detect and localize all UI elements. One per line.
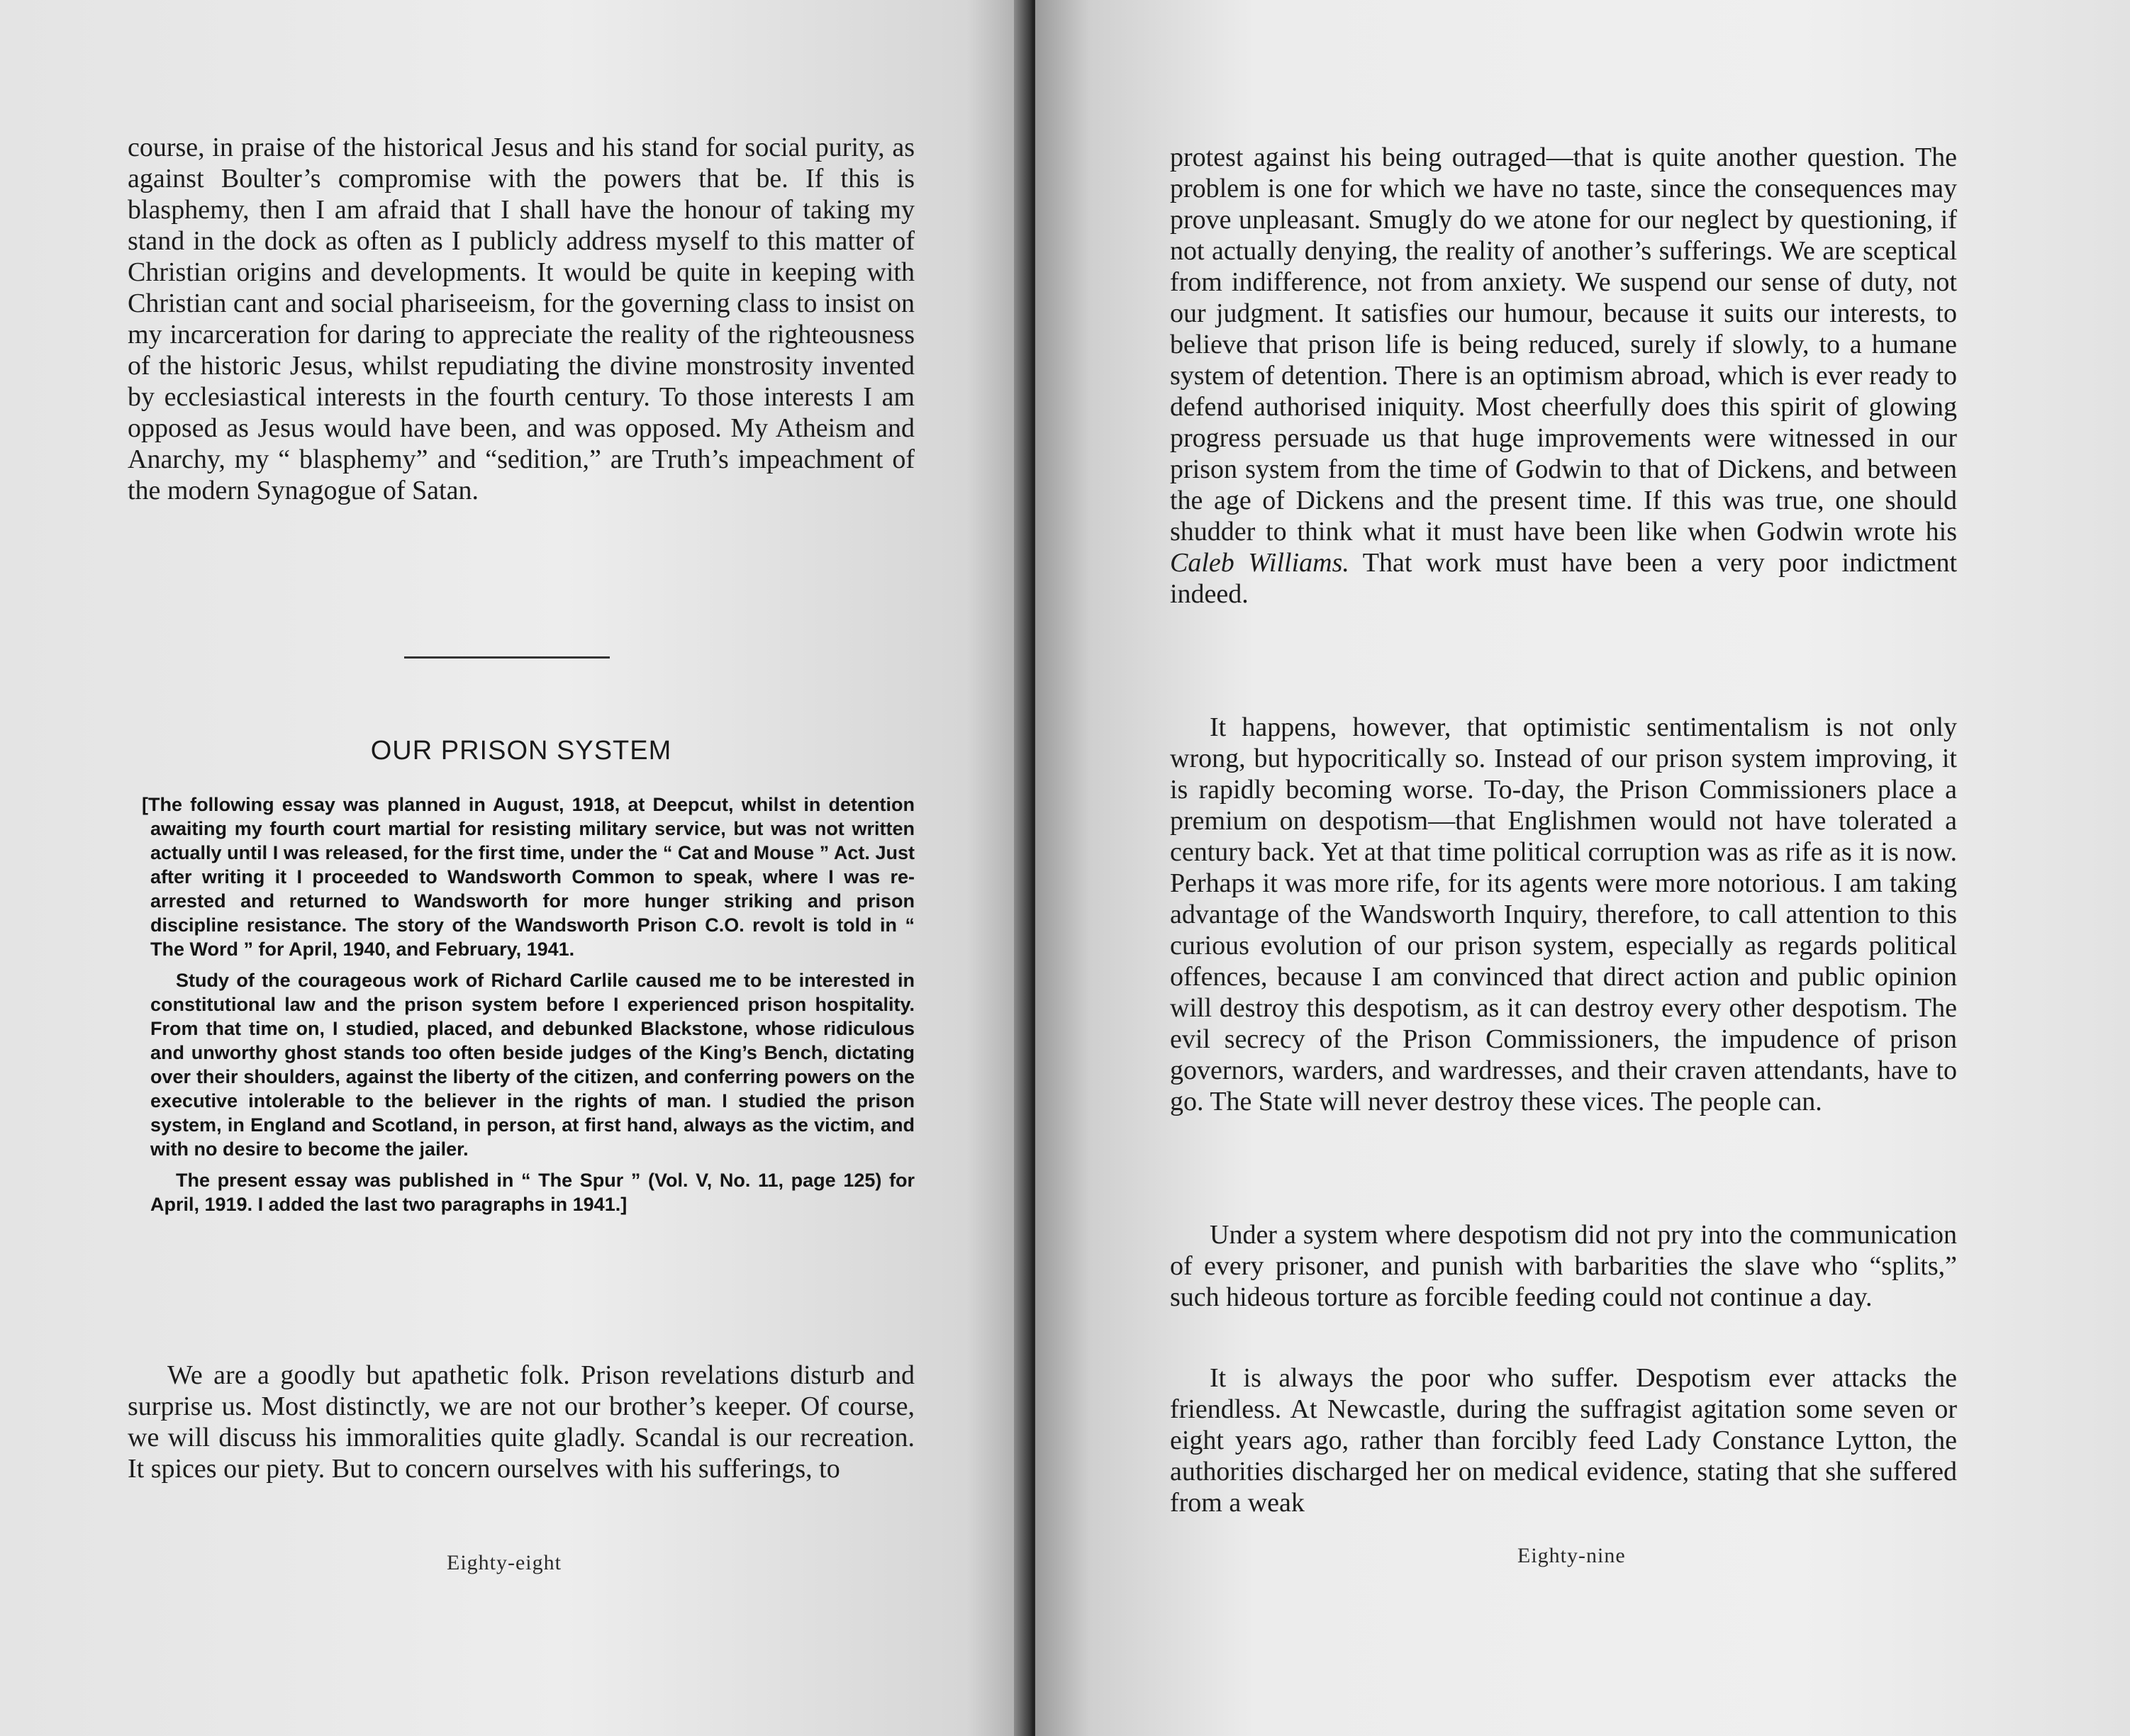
right-paragraph-1-text: protest against his being outraged—that is quite another question. The problem is one for which we have no taste, since the consequences may prove unpleasant. Smugly do we atone for our neglect by questioning, if not actually denying, the reality of another’s sufferings. We are sceptical from indifference, not from anxiety. We suspend our sense of duty, not our judgment. It satisfies our humour, because it suits our interests, to believe that prison life is being reduced, surely if slowly, to a humane system of detention. There is an optimism abroad, which is ever ready to defend authorised iniquity. Most cheerfully does this spirit of glowing progress persuade us that huge improvements were witnessed in our prison system from the time of Godwin to that of Dickens, and between the age of Dickens and the present time. If this was true, one should shudder to think what it must have been like when Godwin wrote his (1170, 142, 1957, 547)
essay-opening-paragraph: We are a goodly but apathetic folk. Prison revelations disturb and surprise us. Most distinctly, we are not our brother’s keeper. Of course, we will discuss his immoralities quite gladly. Scandal is our recreation. It spices our piety. But to concern ourselves with his sufferings, to (128, 1360, 915, 1484)
right-paragraph-4: It is always the poor who suffer. Despotism ever attacks the friendless. At Newcastle, during the suffragist agitation some seven or eight years ago, rather than forcibly feed Lady Constance Lytton, the authorities discharged her on medical evidence, stating that she suffered from a weak (1170, 1363, 1957, 1518)
essay-opening-block (128, 1360, 915, 1484)
section-divider-rule (404, 656, 610, 659)
left-top-paragraph: course, in praise of the historical Jesus and his stand for social purity, as against Boulter’s compromise with the powers that be. If this is blasphemy, then I am afraid that I shall have the honour of taking my stand in the dock as often as I publicly address myself to this matter of Christian origins and developments. It would be quite in keeping with Christian cant and social phariseeism, for the governing class to insist on my incarceration for daring to appreciate the reality of the righteousness of the historic Jesus, whilst repudiating the divine monstrosity invented by ecclesiastical interests in the fourth century. To those interests I am opposed as Jesus would have been, and was opposed. My Atheism and Anarchy, my “ blasphemy” and “sedition,” are Truth’s impeachment of the modern Synagogue of Satan. (128, 133, 915, 505)
right-paragraph-3-block (1170, 1219, 1957, 1313)
section-heading: OUR PRISON SYSTEM (370, 736, 672, 766)
right-paragraph-4-block (1170, 1362, 1957, 1518)
editorial-note-paragraph: [The following essay was planned in August, 1918, at Deepcut, whilst in detention awaiting my fourth court martial for resisting military service, but was not written actually until I was released, for the first time, under the “ Cat and Mouse ” Act. Just after writing it I proceeded to Wandsworth Common to speak, where I was re-arrested and returned to Wandsworth for more hunger striking and prison discipline resistance. The story of the Wandsworth Prison C.O. revolt is told in “ The Word ” for April, 1940, and February, 1941. (142, 794, 915, 960)
page-number-left: Eighty-eight (447, 1551, 562, 1574)
right-paragraph-1-block (1170, 142, 1957, 610)
right-page (1035, 0, 2130, 1736)
right-paragraph-1 (1170, 142, 1957, 610)
right-paragraph-1-end: That work must have been a very poor indictment indeed. (1170, 548, 1957, 609)
book-title-italic: Caleb Williams. (1170, 548, 1349, 578)
left-page (0, 0, 1028, 1736)
left-top-paragraph-block (128, 132, 915, 506)
right-paragraph-3: Under a system where despotism did not pry into the communication of every prisoner, and punish with barbarities the slave who “splits,” such hideous torture as forcible feeding could not continue a day. (1170, 1220, 1957, 1312)
editorial-note-paragraph: Study of the courageous work of Richard Carlile caused me to be interested in constitutional law and the prison system before I experienced prison hospitality. From that time on, I studied, placed, and debunked Blackstone, whose ridiculous and unworthy ghost stands too often beside judges of the King’s Bench, dictating over their shoulders, against the liberty of the citizen, and conferring powers on the executive intolerable to the believer in the rights of man. I studied the prison system, in England and Scotland, in person, at first hand, always as the victim, and with no desire to become the jailer. (150, 970, 915, 1160)
right-paragraph-2-block (1170, 712, 1957, 1117)
page-number-right: Eighty-nine (1517, 1544, 1626, 1567)
editorial-note (121, 793, 915, 1223)
right-paragraph-2: It happens, however, that optimistic sentimentalism is not only wrong, but hypocritically so. Instead of our prison system improving, it is rapidly becoming worse. To-day, the Prison Commissioners place a premium on despotism—that Englishmen would not have tolerated a century back. Yet at that time political corruption was as rife as it is now. Perhaps it was more rife, for its agents were more notorious. I am taking advantage of the Wandsworth Inquiry, therefore, to call attention to this curious evolution of our prison system, especially as regards political offences, because I am convinced that direct action and public opinion will destroy this despotism, as it can destroy every other despotism. The evil secrecy of the Prison Commissioners, the impudence of prison governors, warders, and wardresses, and their craven attendants, have to go. The State will never destroy these vices. The people can. (1170, 712, 1957, 1116)
editorial-note-paragraph: The present essay was published in “ The Spur ” (Vol. V, No. 11, page 125) for April, 1919. I added the last two paragraphs in 1941.] (150, 1170, 915, 1215)
